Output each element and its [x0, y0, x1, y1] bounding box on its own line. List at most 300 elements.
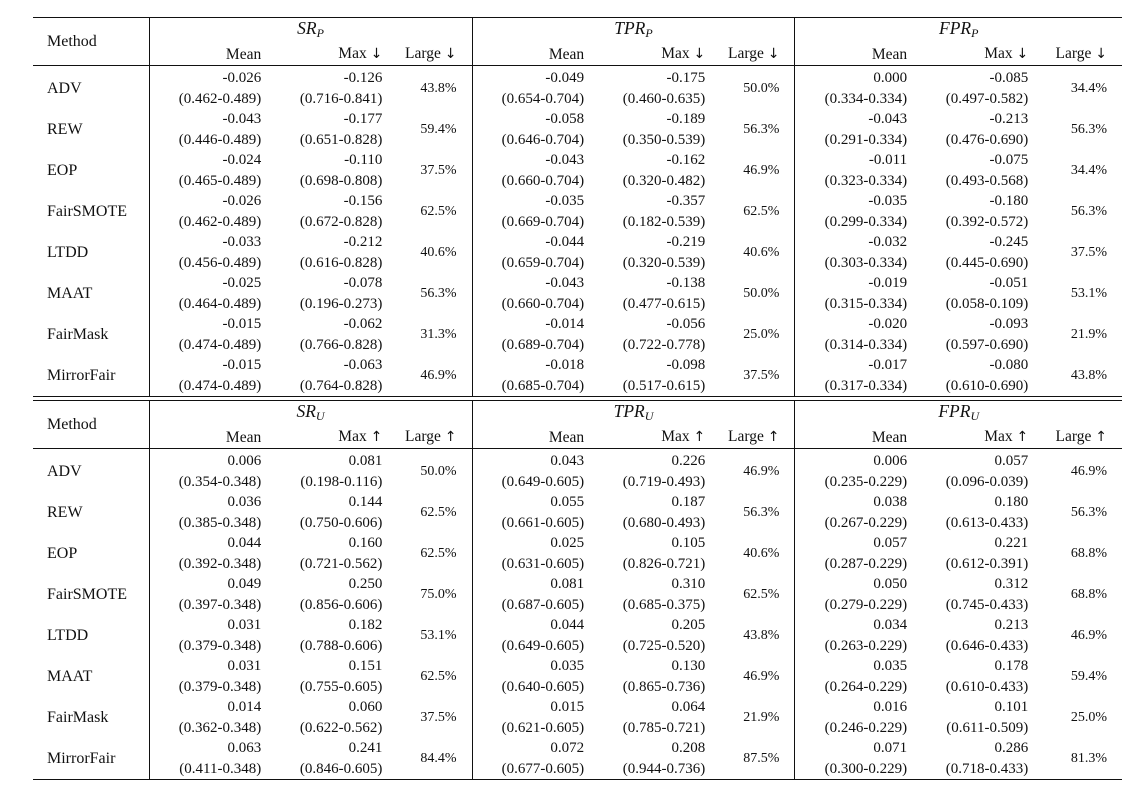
max-cell	[275, 449, 396, 492]
max-range: (0.725-0.520)	[622, 637, 706, 654]
max-range: (0.716-0.841)	[299, 90, 383, 107]
mean-range: (0.385-0.348)	[178, 514, 262, 531]
mean-range: (0.392-0.348)	[178, 555, 262, 572]
mean-range: (0.315-0.334)	[824, 295, 908, 312]
mean-range: (0.646-0.704)	[501, 131, 585, 148]
method-name: MirrorFair	[47, 749, 116, 767]
max-value: -0.180	[989, 193, 1029, 209]
large-percentage: 43.8%	[420, 80, 457, 96]
large-percentage: 46.9%	[1070, 463, 1107, 479]
mean-cell	[149, 191, 275, 232]
method-name: REW	[47, 503, 83, 521]
max-cell	[598, 449, 719, 492]
table-row	[33, 574, 1122, 615]
mean-range: (0.640-0.605)	[501, 678, 585, 695]
max-range: (0.612-0.391)	[945, 555, 1029, 572]
metric-subscript: U	[644, 409, 654, 423]
max-value: -0.189	[666, 111, 706, 127]
mean-cell	[795, 355, 921, 397]
max-cell	[921, 355, 1042, 397]
direction-arrow-icon: ↑	[444, 429, 457, 445]
large-percentage: 25.0%	[1070, 709, 1107, 725]
mean-cell	[795, 273, 921, 314]
max-range: (0.616-0.828)	[299, 254, 383, 271]
large-percentage: 50.0%	[420, 463, 457, 479]
max-cell	[598, 533, 719, 574]
mean-range: (0.465-0.489)	[178, 172, 262, 189]
mean-value: -0.035	[545, 193, 585, 209]
mean-value: 0.071	[873, 740, 908, 756]
large-percentage: 62.5%	[743, 586, 780, 602]
direction-arrow-icon: ↓	[1016, 46, 1029, 62]
metric-name: SR	[297, 18, 317, 38]
max-cell	[598, 232, 719, 273]
max-value: 0.250	[348, 576, 383, 592]
max-cell	[598, 492, 719, 533]
mean-value: 0.006	[227, 453, 262, 469]
mean-range: (0.446-0.489)	[178, 131, 262, 148]
metric-group-header	[472, 401, 795, 427]
large-percentage: 37.5%	[420, 709, 457, 725]
method-name: FairMask	[47, 325, 109, 343]
mean-range: (0.660-0.704)	[501, 172, 585, 189]
max-range: (0.846-0.605)	[299, 760, 383, 777]
method-name: MAAT	[47, 667, 93, 685]
max-cell	[275, 355, 396, 397]
max-cell	[275, 697, 396, 738]
mean-value: -0.014	[545, 316, 585, 332]
mean-range: (0.649-0.605)	[501, 473, 585, 490]
direction-arrow-icon: ↑	[1016, 429, 1029, 445]
mean-cell	[795, 656, 921, 697]
mean-range: (0.263-0.229)	[824, 637, 908, 654]
metric-group-header	[149, 18, 472, 43]
max-cell	[921, 191, 1042, 232]
max-cell	[921, 232, 1042, 273]
max-cell	[275, 533, 396, 574]
max-cell	[921, 449, 1042, 492]
large-percentage: 43.8%	[1070, 367, 1107, 383]
max-cell	[275, 492, 396, 533]
mean-cell	[795, 615, 921, 656]
mean-cell	[795, 150, 921, 191]
max-cell	[275, 314, 396, 355]
max-range: (0.611-0.509)	[946, 719, 1029, 736]
max-range: (0.651-0.828)	[299, 131, 383, 148]
direction-arrow-icon: ↑	[693, 429, 706, 445]
mean-value: -0.032	[868, 234, 908, 250]
mean-value: -0.026	[222, 193, 262, 209]
mean-range: (0.654-0.704)	[501, 90, 585, 107]
mean-range: (0.323-0.334)	[824, 172, 908, 189]
max-value: 0.182	[348, 617, 383, 633]
mean-range: (0.687-0.605)	[501, 596, 585, 613]
max-value: -0.063	[343, 357, 383, 373]
max-cell	[598, 150, 719, 191]
mean-value: -0.026	[222, 70, 262, 86]
mean-value: -0.011	[868, 152, 908, 168]
max-cell	[921, 492, 1042, 533]
direction-arrow-icon: ↓	[767, 46, 780, 62]
mean-value: -0.015	[222, 316, 262, 332]
mean-cell	[472, 738, 598, 780]
table-row	[33, 449, 1122, 492]
max-range: (0.198-0.116)	[300, 473, 383, 490]
mean-value: 0.016	[873, 699, 908, 715]
mean-value: 0.063	[227, 740, 262, 756]
max-cell	[921, 656, 1042, 697]
mean-value: 0.035	[550, 658, 585, 674]
metric-group-header	[795, 18, 1122, 43]
large-percentage: 34.4%	[1070, 80, 1107, 96]
table-row	[33, 533, 1122, 574]
column-header-row	[33, 426, 1122, 449]
direction-arrow-icon: ↓	[444, 46, 457, 62]
mean-value: -0.043	[545, 275, 585, 291]
group-header-row	[33, 18, 1122, 43]
max-range: (0.719-0.493)	[622, 473, 706, 490]
mean-range: (0.334-0.334)	[824, 90, 908, 107]
mean-cell	[149, 449, 275, 492]
large-percentage: 21.9%	[743, 709, 780, 725]
mean-range: (0.660-0.704)	[501, 295, 585, 312]
max-value: 0.241	[348, 740, 383, 756]
max-value: -0.156	[343, 193, 383, 209]
max-range: (0.096-0.039)	[945, 473, 1029, 490]
mean-value: -0.043	[222, 111, 262, 127]
large-percentage: 40.6%	[743, 545, 780, 561]
mean-cell	[795, 697, 921, 738]
large-percentage: 56.3%	[743, 504, 780, 520]
max-cell	[275, 66, 396, 109]
max-cell	[921, 66, 1042, 109]
max-value: -0.126	[343, 70, 383, 86]
mean-cell	[472, 615, 598, 656]
mean-range: (0.317-0.334)	[824, 377, 908, 394]
max-label: Max	[661, 428, 690, 445]
mean-cell	[149, 697, 275, 738]
mean-range: (0.235-0.229)	[824, 473, 908, 490]
max-value: -0.093	[989, 316, 1029, 332]
large-percentage: 56.3%	[743, 121, 780, 137]
large-label: Large	[405, 428, 441, 445]
mean-range: (0.411-0.348)	[179, 760, 262, 777]
max-value: -0.062	[343, 316, 383, 332]
table-row	[33, 109, 1122, 150]
mean-range: (0.659-0.704)	[501, 254, 585, 271]
mean-cell	[795, 738, 921, 780]
large-percentage: 37.5%	[743, 367, 780, 383]
mean-range: (0.462-0.489)	[178, 213, 262, 230]
metric-name: TPR	[614, 18, 646, 38]
max-range: (0.865-0.736)	[622, 678, 706, 695]
results-table-container	[33, 17, 1122, 780]
large-label: Large	[1055, 428, 1092, 445]
max-cell	[921, 738, 1042, 780]
mean-cell	[472, 449, 598, 492]
max-cell	[598, 109, 719, 150]
large-column-header	[396, 426, 472, 449]
mean-range: (0.303-0.334)	[824, 254, 908, 271]
max-value: 0.151	[348, 658, 383, 674]
max-value: -0.085	[989, 70, 1029, 86]
table-row	[33, 738, 1122, 780]
mean-value: 0.049	[227, 576, 262, 592]
large-percentage: 68.8%	[1070, 586, 1107, 602]
mean-value: -0.018	[545, 357, 585, 373]
method-name: EOP	[47, 544, 78, 562]
mean-value: 0.050	[873, 576, 908, 592]
max-label: Max	[984, 45, 1013, 62]
mean-range: (0.685-0.704)	[501, 377, 585, 394]
mean-cell	[472, 697, 598, 738]
metric-subscript: U	[315, 409, 325, 423]
large-percentage: 62.5%	[420, 504, 457, 520]
max-label: Max	[338, 428, 367, 445]
mean-column-header: Mean	[472, 426, 598, 449]
mean-cell	[472, 109, 598, 150]
max-value: 0.101	[994, 699, 1029, 715]
max-range: (0.685-0.375)	[622, 596, 706, 613]
max-cell	[921, 273, 1042, 314]
max-range: (0.517-0.615)	[622, 377, 706, 394]
mean-range: (0.669-0.704)	[501, 213, 585, 230]
max-value: 0.060	[348, 699, 383, 715]
mean-range: (0.456-0.489)	[178, 254, 262, 271]
max-cell	[598, 66, 719, 109]
metric-subscript: P	[971, 26, 979, 40]
mean-value: -0.035	[868, 193, 908, 209]
direction-arrow-icon: ↓	[1095, 46, 1107, 62]
large-percentage: 59.4%	[1070, 668, 1107, 684]
mean-value: 0.044	[227, 535, 262, 551]
max-range: (0.497-0.582)	[945, 90, 1029, 107]
large-percentage: 50.0%	[743, 285, 780, 301]
mean-cell	[472, 355, 598, 397]
mean-value: 0.072	[550, 740, 585, 756]
mean-cell	[149, 355, 275, 397]
mean-range: (0.279-0.229)	[824, 596, 908, 613]
method-name: LTDD	[47, 626, 89, 644]
max-cell	[921, 109, 1042, 150]
max-value: -0.056	[666, 316, 706, 332]
table-row	[33, 697, 1122, 738]
direction-arrow-icon: ↓	[370, 46, 383, 62]
mean-cell	[795, 109, 921, 150]
mean-value: 0.036	[227, 494, 262, 510]
max-value: 0.221	[994, 535, 1029, 551]
large-percentage: 31.3%	[420, 326, 457, 342]
max-cell	[275, 191, 396, 232]
large-percentage: 46.9%	[743, 463, 780, 479]
max-range: (0.610-0.433)	[945, 678, 1029, 695]
max-cell	[598, 574, 719, 615]
mean-cell	[472, 232, 598, 273]
max-label: Max	[338, 45, 367, 62]
mean-value: -0.019	[868, 275, 908, 291]
max-cell	[921, 697, 1042, 738]
mean-value: 0.035	[873, 658, 908, 674]
table-row	[33, 656, 1122, 697]
mean-value: 0.000	[873, 70, 908, 86]
method-name: REW	[47, 120, 83, 138]
mean-cell	[472, 533, 598, 574]
max-range: (0.622-0.562)	[299, 719, 383, 736]
mean-value: -0.043	[868, 111, 908, 127]
mean-value: 0.031	[227, 658, 262, 674]
large-percentage: 21.9%	[1070, 326, 1107, 342]
large-column-header	[719, 426, 795, 449]
large-percentage: 56.3%	[1070, 121, 1107, 137]
large-percentage: 81.3%	[1070, 750, 1107, 766]
max-range: (0.788-0.606)	[299, 637, 383, 654]
max-value: 0.187	[671, 494, 706, 510]
mean-range: (0.287-0.229)	[824, 555, 908, 572]
large-percentage: 25.0%	[743, 326, 780, 342]
max-range: (0.646-0.433)	[945, 637, 1029, 654]
max-value: -0.357	[666, 193, 706, 209]
method-name: FairSMOTE	[47, 585, 127, 603]
max-range: (0.182-0.539)	[622, 213, 706, 230]
mean-cell	[149, 232, 275, 273]
max-range: (0.698-0.808)	[299, 172, 383, 189]
large-percentage: 62.5%	[420, 545, 457, 561]
max-cell	[275, 150, 396, 191]
max-column-header	[921, 426, 1042, 449]
max-range: (0.755-0.605)	[299, 678, 383, 695]
metric-name: SR	[296, 401, 316, 421]
max-range: (0.745-0.433)	[945, 596, 1029, 613]
large-label: Large	[728, 45, 764, 62]
max-cell	[921, 533, 1042, 574]
mean-cell	[795, 449, 921, 492]
max-range: (0.764-0.828)	[299, 377, 383, 394]
metric-group-header	[149, 401, 472, 427]
max-value: -0.110	[344, 152, 383, 168]
max-range: (0.320-0.539)	[622, 254, 706, 271]
large-percentage: 56.3%	[420, 285, 457, 301]
max-cell	[598, 738, 719, 780]
max-label: Max	[661, 45, 690, 62]
mean-cell	[472, 273, 598, 314]
mean-cell	[795, 492, 921, 533]
max-value: 0.057	[994, 453, 1029, 469]
max-range: (0.766-0.828)	[299, 336, 383, 353]
metric-subscript: P	[645, 26, 653, 40]
max-range: (0.672-0.828)	[299, 213, 383, 230]
max-value: 0.178	[994, 658, 1029, 674]
metric-name: FPR	[938, 401, 971, 421]
mean-column-header: Mean	[795, 426, 921, 449]
max-value: 0.226	[671, 453, 706, 469]
mean-value: 0.038	[873, 494, 908, 510]
max-range: (0.785-0.721)	[622, 719, 706, 736]
large-percentage: 43.8%	[743, 627, 780, 643]
max-cell	[921, 574, 1042, 615]
large-percentage: 37.5%	[1070, 244, 1107, 260]
results-table	[33, 17, 1122, 780]
table-row	[33, 66, 1122, 109]
max-value: 0.310	[671, 576, 706, 592]
max-column-header	[598, 43, 719, 66]
max-value: -0.219	[666, 234, 706, 250]
max-value: 0.213	[994, 617, 1029, 633]
method-name: ADV	[47, 79, 82, 97]
method-name: ADV	[47, 462, 82, 480]
max-cell	[598, 355, 719, 397]
large-percentage: 53.1%	[420, 627, 457, 643]
mean-value: -0.049	[545, 70, 585, 86]
mean-range: (0.299-0.334)	[824, 213, 908, 230]
mean-value: 0.057	[873, 535, 908, 551]
large-percentage: 46.9%	[743, 668, 780, 684]
mean-value: 0.043	[550, 453, 585, 469]
max-column-header	[275, 426, 396, 449]
large-percentage: 34.4%	[1070, 162, 1107, 178]
max-range: (0.856-0.606)	[299, 596, 383, 613]
direction-arrow-icon: ↓	[693, 46, 706, 62]
max-cell	[275, 738, 396, 780]
mean-range: (0.649-0.605)	[501, 637, 585, 654]
table-row	[33, 355, 1122, 397]
max-value: 0.081	[348, 453, 383, 469]
mean-value: -0.058	[545, 111, 585, 127]
mean-value: -0.043	[545, 152, 585, 168]
mean-range: (0.661-0.605)	[501, 514, 585, 531]
mean-cell	[472, 574, 598, 615]
max-range: (0.610-0.690)	[945, 377, 1029, 394]
mean-range: (0.246-0.229)	[824, 719, 908, 736]
max-range: (0.320-0.482)	[622, 172, 706, 189]
max-range: (0.476-0.690)	[945, 131, 1029, 148]
large-label: Large	[405, 45, 441, 62]
mean-cell	[149, 492, 275, 533]
metric-group-header	[472, 18, 795, 43]
mean-range: (0.362-0.348)	[178, 719, 262, 736]
mean-value: 0.034	[873, 617, 908, 633]
large-percentage: 53.1%	[1070, 285, 1107, 301]
max-range: (0.718-0.433)	[945, 760, 1029, 777]
max-value: -0.213	[989, 111, 1029, 127]
large-percentage: 56.3%	[1070, 203, 1107, 219]
column-header-row	[33, 43, 1122, 66]
mean-value: 0.006	[873, 453, 908, 469]
mean-value: -0.017	[868, 357, 908, 373]
large-percentage: 56.3%	[1070, 504, 1107, 520]
large-column-header	[1042, 426, 1122, 449]
max-cell	[598, 656, 719, 697]
large-percentage: 46.9%	[420, 367, 457, 383]
max-value: 0.312	[994, 576, 1029, 592]
max-range: (0.058-0.109)	[945, 295, 1029, 312]
method-name: EOP	[47, 161, 78, 179]
method-column-header: Method	[47, 32, 97, 50]
max-cell	[598, 191, 719, 232]
mean-column-header: Mean	[795, 43, 921, 66]
large-percentage: 46.9%	[743, 162, 780, 178]
max-column-header	[921, 43, 1042, 66]
large-percentage: 84.4%	[420, 750, 457, 766]
max-value: 0.180	[994, 494, 1029, 510]
mean-range: (0.474-0.489)	[178, 336, 262, 353]
mean-cell	[149, 533, 275, 574]
max-cell	[598, 273, 719, 314]
max-value: -0.078	[343, 275, 383, 291]
large-percentage: 75.0%	[420, 586, 457, 602]
mean-value: -0.025	[222, 275, 262, 291]
mean-value: 0.055	[550, 494, 585, 510]
large-percentage: 62.5%	[743, 203, 780, 219]
